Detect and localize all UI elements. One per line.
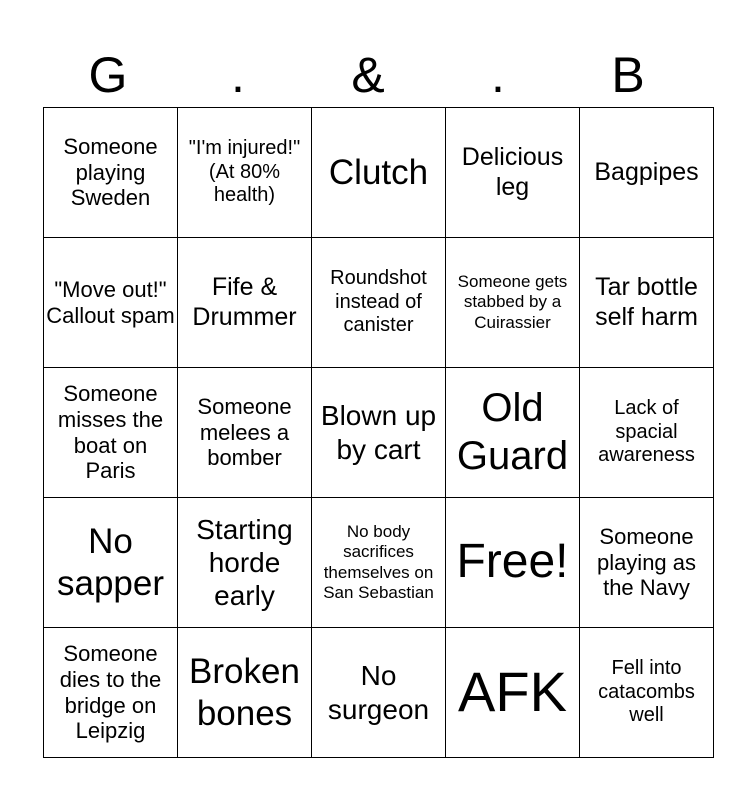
bingo-row [44,238,714,368]
bingo-cell[interactable]: Blown up by cart [312,368,446,498]
bingo-row [44,368,714,498]
bingo-cell[interactable]: "I'm injured!" (At 80% health) [178,108,312,238]
bingo-cell[interactable]: No body sacrifices themselves on San Sebastian [312,498,446,628]
bingo-cell[interactable]: Bagpipes [580,108,714,238]
bingo-cell[interactable]: Clutch [312,108,446,238]
bingo-cell[interactable]: AFK [446,628,580,758]
bingo-board [43,107,714,758]
bingo-cell[interactable]: Someone gets stabbed by a Cuirassier [446,238,580,368]
bingo-header [43,44,693,106]
bingo-row [44,498,714,628]
bingo-cell[interactable]: "Move out!" Callout spam [44,238,178,368]
header-letter: . [491,47,505,103]
header-letter: G [88,47,128,103]
bingo-cell[interactable]: Someone playing as the Navy [580,498,714,628]
bingo-row [44,628,714,758]
bingo-cell[interactable]: Delicious leg [446,108,580,238]
bingo-cell[interactable]: Someone playing Sweden [44,108,178,238]
bingo-cell[interactable]: Fell into catacombs well [580,628,714,758]
header-letter: . [231,47,245,103]
bingo-cell[interactable]: Someone melees a bomber [178,368,312,498]
bingo-cell[interactable]: Starting horde early [178,498,312,628]
bingo-cell[interactable]: No sapper [44,498,178,628]
bingo-cell[interactable]: Someone misses the boat on Paris [44,368,178,498]
bingo-cell[interactable]: Broken bones [178,628,312,758]
bingo-cell[interactable]: Tar bottle self harm [580,238,714,368]
bingo-cell[interactable]: Old Guard [446,368,580,498]
bingo-cell[interactable]: Free! [446,498,580,628]
bingo-row [44,108,714,238]
bingo-cell[interactable]: Someone dies to the bridge on Leipzig [44,628,178,758]
bingo-cell[interactable]: Roundshot instead of canister [312,238,446,368]
header-letter: B [611,47,645,103]
header-letter: & [351,47,385,103]
bingo-cell[interactable]: Lack of spacial awareness [580,368,714,498]
bingo-cell[interactable]: Fife & Drummer [178,238,312,368]
bingo-cell[interactable]: No surgeon [312,628,446,758]
